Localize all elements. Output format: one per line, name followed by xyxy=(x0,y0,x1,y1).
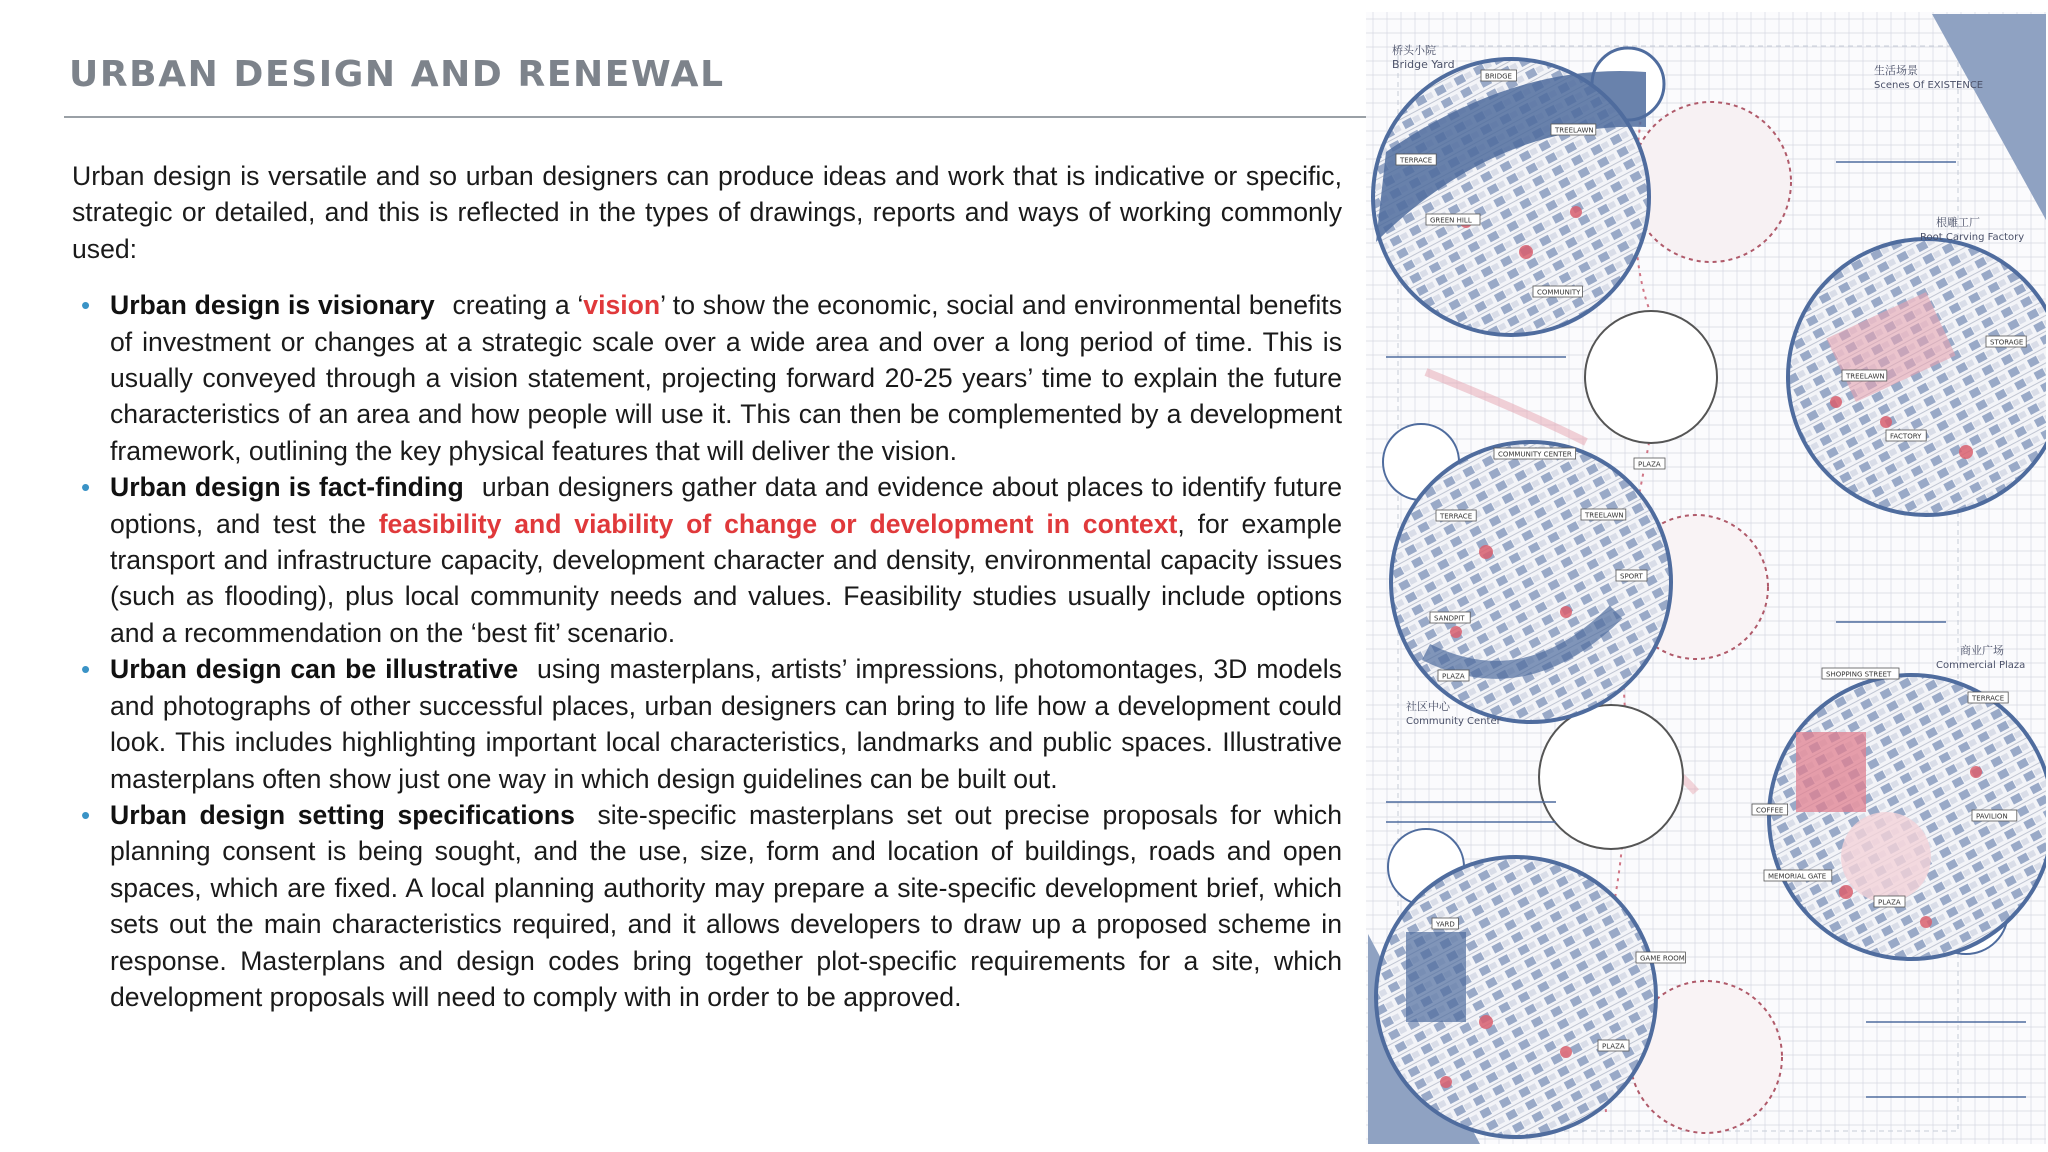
bullet-item xyxy=(72,797,1342,1015)
label-root-carving-cn: 根雕工厂 xyxy=(1936,216,1980,229)
bullet-text: urban designers gather data and evidence about places to identify future options, and test the xyxy=(110,472,1342,539)
bullet-lead: Urban design setting specifications xyxy=(110,799,575,830)
place-tag: SANDPIT xyxy=(1434,614,1465,623)
place-tag: SPORT xyxy=(1620,572,1643,581)
bullet-icon: • xyxy=(81,799,91,830)
place-tag: COMMUNITY CENTER xyxy=(1498,450,1572,459)
bullet-text: , for example transport and infrastructure capacity, development character and density, environmental capacity issues (such as flooding), plus local community needs and values. Feasibility studies usually include options and a recommendation on the ‘best fit’ scenario. xyxy=(110,508,1342,648)
bullet-text: site-specific masterplans set out precise proposals for which planning consent is being sought, and the use, size, form and location of buildings, roads and open spaces, which are fixed. A local planning authority may prepare a site-specific development brief, which sets out the main characteristics required, and it allows developers to draw up a proposed scheme in response. Masterplans and design codes bring together plot-specific requirements for a site, which development proposals will need to comply with in order to be approved. xyxy=(110,799,1342,1012)
place-tag: STORAGE xyxy=(1990,338,2024,347)
bullet-icon: • xyxy=(81,290,91,321)
label-commercial-plaza-cn: 商业广场 xyxy=(1960,644,2004,657)
highlight-text: feasibility and viability of change or development in context xyxy=(378,508,1178,539)
place-tag: PLAZA xyxy=(1602,1042,1625,1051)
bullet-text: creating a ‘ xyxy=(444,290,584,321)
bullet-list xyxy=(72,287,1342,1015)
place-tag: PAVILION xyxy=(1976,812,2008,821)
urban-masterplan-illustration xyxy=(1366,12,2046,1144)
circle-outline xyxy=(1585,311,1717,443)
place-tag: PLAZA xyxy=(1638,460,1661,469)
place-tag: SHOPPING STREET xyxy=(1826,670,1892,679)
label-commercial-plaza: Commercial Plaza xyxy=(1936,660,2026,671)
place-tag: GREEN HILL xyxy=(1430,216,1472,225)
place-tag: COFFEE xyxy=(1756,806,1784,815)
place-tag: FACTORY xyxy=(1890,432,1922,441)
label-bridge-yard: Bridge Yard xyxy=(1392,58,1455,71)
bullet-lead: Urban design is fact-finding xyxy=(110,472,464,503)
label-bridge-yard-cn: 桥头小院 xyxy=(1392,44,1436,57)
place-tag: BRIDGE xyxy=(1485,72,1512,81)
place-tag: PLAZA xyxy=(1878,898,1901,907)
place-tag: TERRACE xyxy=(1400,156,1433,165)
circle-outline xyxy=(1539,705,1683,849)
place-tag: TREELAWN xyxy=(1846,372,1885,381)
place-tag: TREELAWN xyxy=(1585,511,1624,520)
label-scenes-cn: 生活场景 xyxy=(1874,64,1918,77)
label-scenes: Scenes Of EXISTENCE xyxy=(1874,80,1984,91)
place-tag: YARD xyxy=(1436,920,1455,929)
bullet-item xyxy=(72,287,1342,469)
place-tag: TERRACE xyxy=(1972,694,2005,703)
label-community-center: Community Center xyxy=(1406,716,1501,727)
place-tag: MEMORIAL GATE xyxy=(1768,872,1827,881)
bullet-text: using masterplans, artists’ impressions, photomontages, 3D models and photographs of other successful places, urban designers can bring to life how a development could look. This includes highlighting important local characteristics, landmarks and public spaces. Illustrative masterplans often show just one way in which design guidelines can be built out. xyxy=(110,654,1342,794)
place-tag: TERRACE xyxy=(1440,512,1473,521)
slide-title: URBAN DESIGN AND RENEWAL xyxy=(69,54,725,95)
body-text xyxy=(72,158,1342,1015)
title-divider xyxy=(64,116,1384,118)
circle-bridge-yard xyxy=(1373,59,1649,335)
bullet-icon: • xyxy=(81,472,91,503)
label-community-center-cn: 社区中心 xyxy=(1406,700,1450,713)
bullet-icon: • xyxy=(81,654,91,685)
circle-root-carving xyxy=(1788,239,2046,515)
bullet-lead: Urban design can be illustrative xyxy=(110,654,519,685)
circle-yard xyxy=(1376,857,1656,1137)
circle-community-center xyxy=(1391,442,1671,722)
bullet-item xyxy=(72,469,1342,651)
bullet-item xyxy=(72,651,1342,797)
bullet-text: ’ to show the economic, social and environmental benefits of investment or changes at a strategic scale over a wide area and over a long period of time. This is usually conveyed through a vision statement, projecting forward 20-25 years’ time to explain the future characteristics of an area and how people will use it. This can then be complemented by a development framework, outlining the key physical features that will deliver the vision. xyxy=(110,290,1342,466)
place-tag: TREELAWN xyxy=(1555,126,1594,135)
highlight-text: vision xyxy=(583,290,661,321)
place-tag: GAME ROOM xyxy=(1640,954,1685,963)
intro-paragraph: Urban design is versatile and so urban designers can produce ideas and work that is indicative or specific, strategic or detailed, and this is reflected in the types of drawings, reports and ways of working commonly used: xyxy=(72,161,1342,264)
label-root-carving: Root Carving Factory xyxy=(1920,232,2025,243)
circle-outline xyxy=(1631,102,1791,262)
bullet-lead: Urban design is visionary xyxy=(110,290,435,321)
place-tag: PLAZA xyxy=(1442,672,1465,681)
place-tag: COMMUNITY xyxy=(1537,288,1581,297)
